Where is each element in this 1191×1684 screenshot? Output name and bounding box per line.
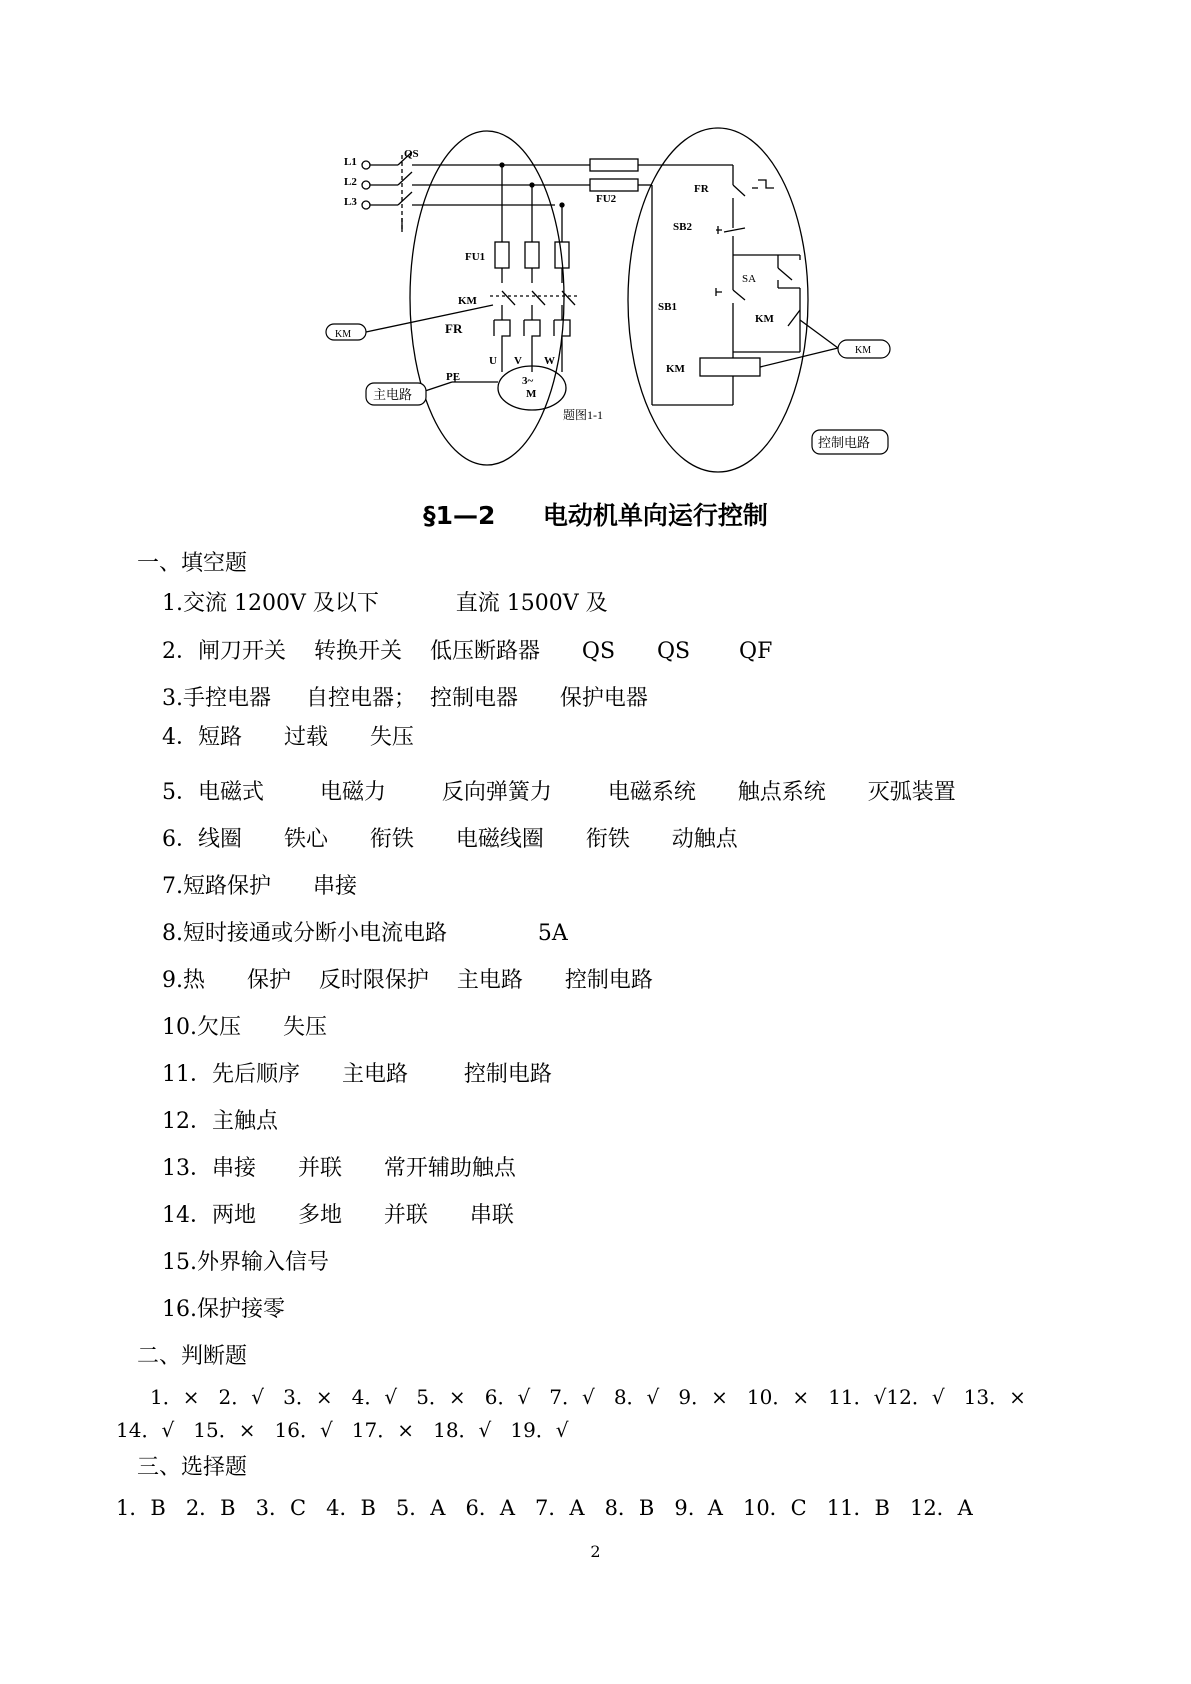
answer-line-16: 16.保护接零 (162, 1297, 285, 1322)
label-km-coil: KM (666, 363, 685, 375)
label-fu2: FU2 (596, 193, 617, 205)
true-false-answers-1: 1．× 2．√ 3．× 4．√ 5．× 6．√ 7．√ 8．√ 9．× 10．× 11．√12．√ 13．× (150, 1385, 1026, 1409)
answer-line-13: 13．串接 并联 常开辅助触点 (162, 1156, 516, 1181)
label-km-main: KM (458, 295, 477, 307)
answer-line-7: 7.短路保护 串接 (162, 874, 357, 899)
label-sa: SA (742, 273, 757, 285)
section-number: §1—2 (423, 501, 496, 530)
answer-line-9: 9.热 保护 反时限保护 主电路 控制电路 (162, 968, 653, 993)
label-l2: L2 (344, 176, 357, 188)
control-circuit-callout-text: 控制电路 (818, 435, 871, 450)
label-v: V (514, 355, 522, 367)
main-circuit-ellipse (410, 131, 564, 465)
label-motor: M (526, 388, 537, 400)
answer-line-3: 3.手控电器 自控电器； 控制电器 保护电器 (162, 686, 648, 711)
label-qs: QS (404, 148, 419, 160)
label-u: U (489, 355, 497, 367)
km-callout-right-text: KM (855, 345, 872, 356)
answer-line-1: 1.交流 1200V 及以下 直流 1500V 及 (162, 591, 608, 616)
answer-line-5: 5．电磁式 电磁力 反向弹簧力 电磁系统 触点系统 灭弧装置 (162, 780, 956, 805)
answer-line-10: 10.欠压 失压 (162, 1015, 327, 1040)
label-fu1: FU1 (465, 251, 486, 263)
section-heading (0, 496, 1191, 532)
label-fr-main: FR (445, 321, 463, 336)
label-pe: PE (446, 371, 461, 383)
answer-line-15: 15.外界输入信号 (162, 1250, 329, 1275)
label-sb1: SB1 (658, 301, 677, 313)
heading-fill-in: 一、填空题 (137, 551, 248, 576)
label-w: W (544, 355, 555, 367)
km-callout-left-text: KM (335, 329, 352, 340)
answer-line-4: 4．短路 过载 失压 (162, 725, 414, 750)
section-title: 电动机单向运行控制 (542, 501, 768, 530)
answer-line-14: 14．两地 多地 并联 串联 (162, 1203, 514, 1228)
heading-true-false: 二、判断题 (137, 1344, 248, 1369)
answer-line-11: 11．先后顺序 主电路 控制电路 (162, 1062, 552, 1087)
answer-line-8: 8.短时接通或分断小电流电路 5A (162, 921, 568, 946)
true-false-answers-2: 14．√ 15．× 16．√ 17．× 18．√ 19．√ (116, 1418, 569, 1442)
heading-multiple-choice: 三、选择题 (137, 1455, 248, 1480)
control-circuit-ellipse (628, 128, 808, 472)
label-motor-phase: 3~ (522, 375, 534, 387)
page-number: 2 (590, 1542, 601, 1561)
label-l1: L1 (344, 156, 357, 168)
figure-caption: 题图1-1 (563, 408, 603, 422)
label-l3: L3 (344, 196, 357, 208)
answer-line-2: 2．闸刀开关 转换开关 低压断路器 QS QS QF (162, 639, 773, 664)
label-fr-control: FR (694, 183, 709, 195)
multiple-choice-answers: 1．B 2．B 3．C 4．B 5．A 6．A 7．A 8．B 9. A 10．C 11．B 12．A (116, 1496, 973, 1520)
label-sb2: SB2 (673, 221, 692, 233)
label-km-aux: KM (755, 313, 774, 325)
answer-line-12: 12．主触点 (162, 1109, 278, 1134)
answer-line-6: 6．线圈 铁心 衔铁 电磁线圈 衔铁 动触点 (162, 827, 738, 852)
main-circuit-callout-text: 主电路 (373, 387, 413, 402)
circuit-diagram (0, 0, 1191, 480)
